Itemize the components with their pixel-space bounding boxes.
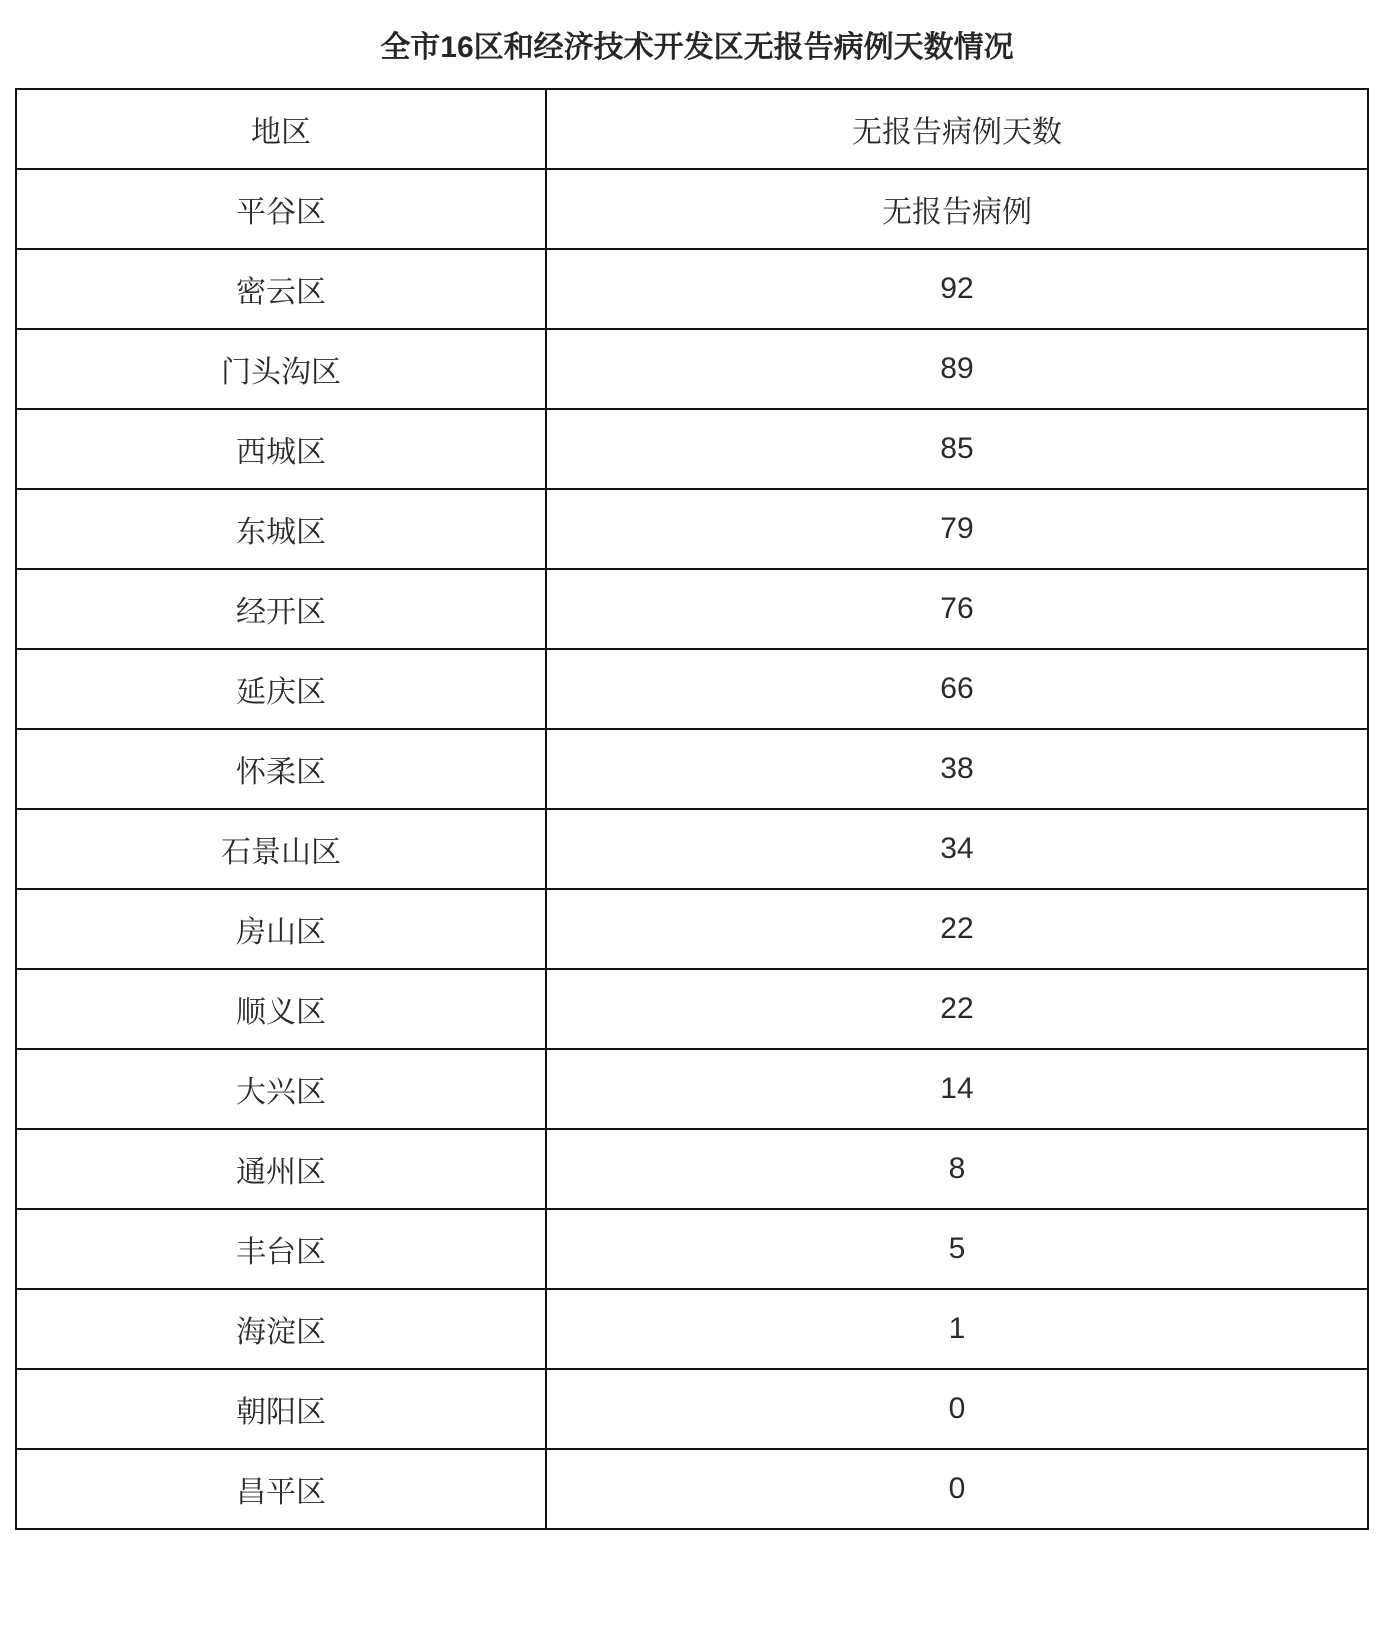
days-cell: 22 xyxy=(546,889,1368,969)
table-row xyxy=(16,1449,1368,1529)
region-cell: 海淀区 xyxy=(16,1289,546,1369)
table-row xyxy=(16,889,1368,969)
region-cell: 石景山区 xyxy=(16,809,546,889)
region-cell: 大兴区 xyxy=(16,1049,546,1129)
table-row xyxy=(16,1289,1368,1369)
region-cell: 通州区 xyxy=(16,1129,546,1209)
days-cell: 8 xyxy=(546,1129,1368,1209)
days-cell: 1 xyxy=(546,1289,1368,1369)
no-reported-cases-table xyxy=(15,88,1369,1530)
column-header-days: 无报告病例天数 xyxy=(546,89,1368,169)
table-row xyxy=(16,1129,1368,1209)
page-title: 全市16区和经济技术开发区无报告病例天数情况 xyxy=(380,31,1014,64)
header-row xyxy=(16,89,1368,169)
region-cell: 朝阳区 xyxy=(16,1369,546,1449)
days-cell: 79 xyxy=(546,489,1368,569)
table-header xyxy=(16,89,1368,169)
days-cell: 5 xyxy=(546,1209,1368,1289)
region-cell: 平谷区 xyxy=(16,169,546,249)
table-row xyxy=(16,969,1368,1049)
table-row xyxy=(16,169,1368,249)
region-cell: 西城区 xyxy=(16,409,546,489)
region-cell: 密云区 xyxy=(16,249,546,329)
table-body xyxy=(16,169,1368,1529)
table-row xyxy=(16,649,1368,729)
region-cell: 丰台区 xyxy=(16,1209,546,1289)
table-row xyxy=(16,249,1368,329)
days-cell: 无报告病例 xyxy=(546,169,1368,249)
table-row xyxy=(16,729,1368,809)
days-cell: 85 xyxy=(546,409,1368,489)
days-cell: 14 xyxy=(546,1049,1368,1129)
region-cell: 房山区 xyxy=(16,889,546,969)
days-cell: 76 xyxy=(546,569,1368,649)
days-cell: 89 xyxy=(546,329,1368,409)
days-cell: 34 xyxy=(546,809,1368,889)
column-header-region: 地区 xyxy=(16,89,546,169)
days-cell: 66 xyxy=(546,649,1368,729)
table-row xyxy=(16,1049,1368,1129)
table-row xyxy=(16,409,1368,489)
table-row xyxy=(16,1209,1368,1289)
region-cell: 经开区 xyxy=(16,569,546,649)
region-cell: 门头沟区 xyxy=(16,329,546,409)
days-cell: 0 xyxy=(546,1449,1368,1529)
region-cell: 怀柔区 xyxy=(16,729,546,809)
table-row xyxy=(16,489,1368,569)
days-cell: 22 xyxy=(546,969,1368,1049)
region-cell: 昌平区 xyxy=(16,1449,546,1529)
region-cell: 东城区 xyxy=(16,489,546,569)
table-row xyxy=(16,569,1368,649)
region-cell: 顺义区 xyxy=(16,969,546,1049)
days-cell: 0 xyxy=(546,1369,1368,1449)
region-cell: 延庆区 xyxy=(16,649,546,729)
table-row xyxy=(16,809,1368,889)
table-row xyxy=(16,1369,1368,1449)
days-cell: 92 xyxy=(546,249,1368,329)
table-row xyxy=(16,329,1368,409)
days-cell: 38 xyxy=(546,729,1368,809)
